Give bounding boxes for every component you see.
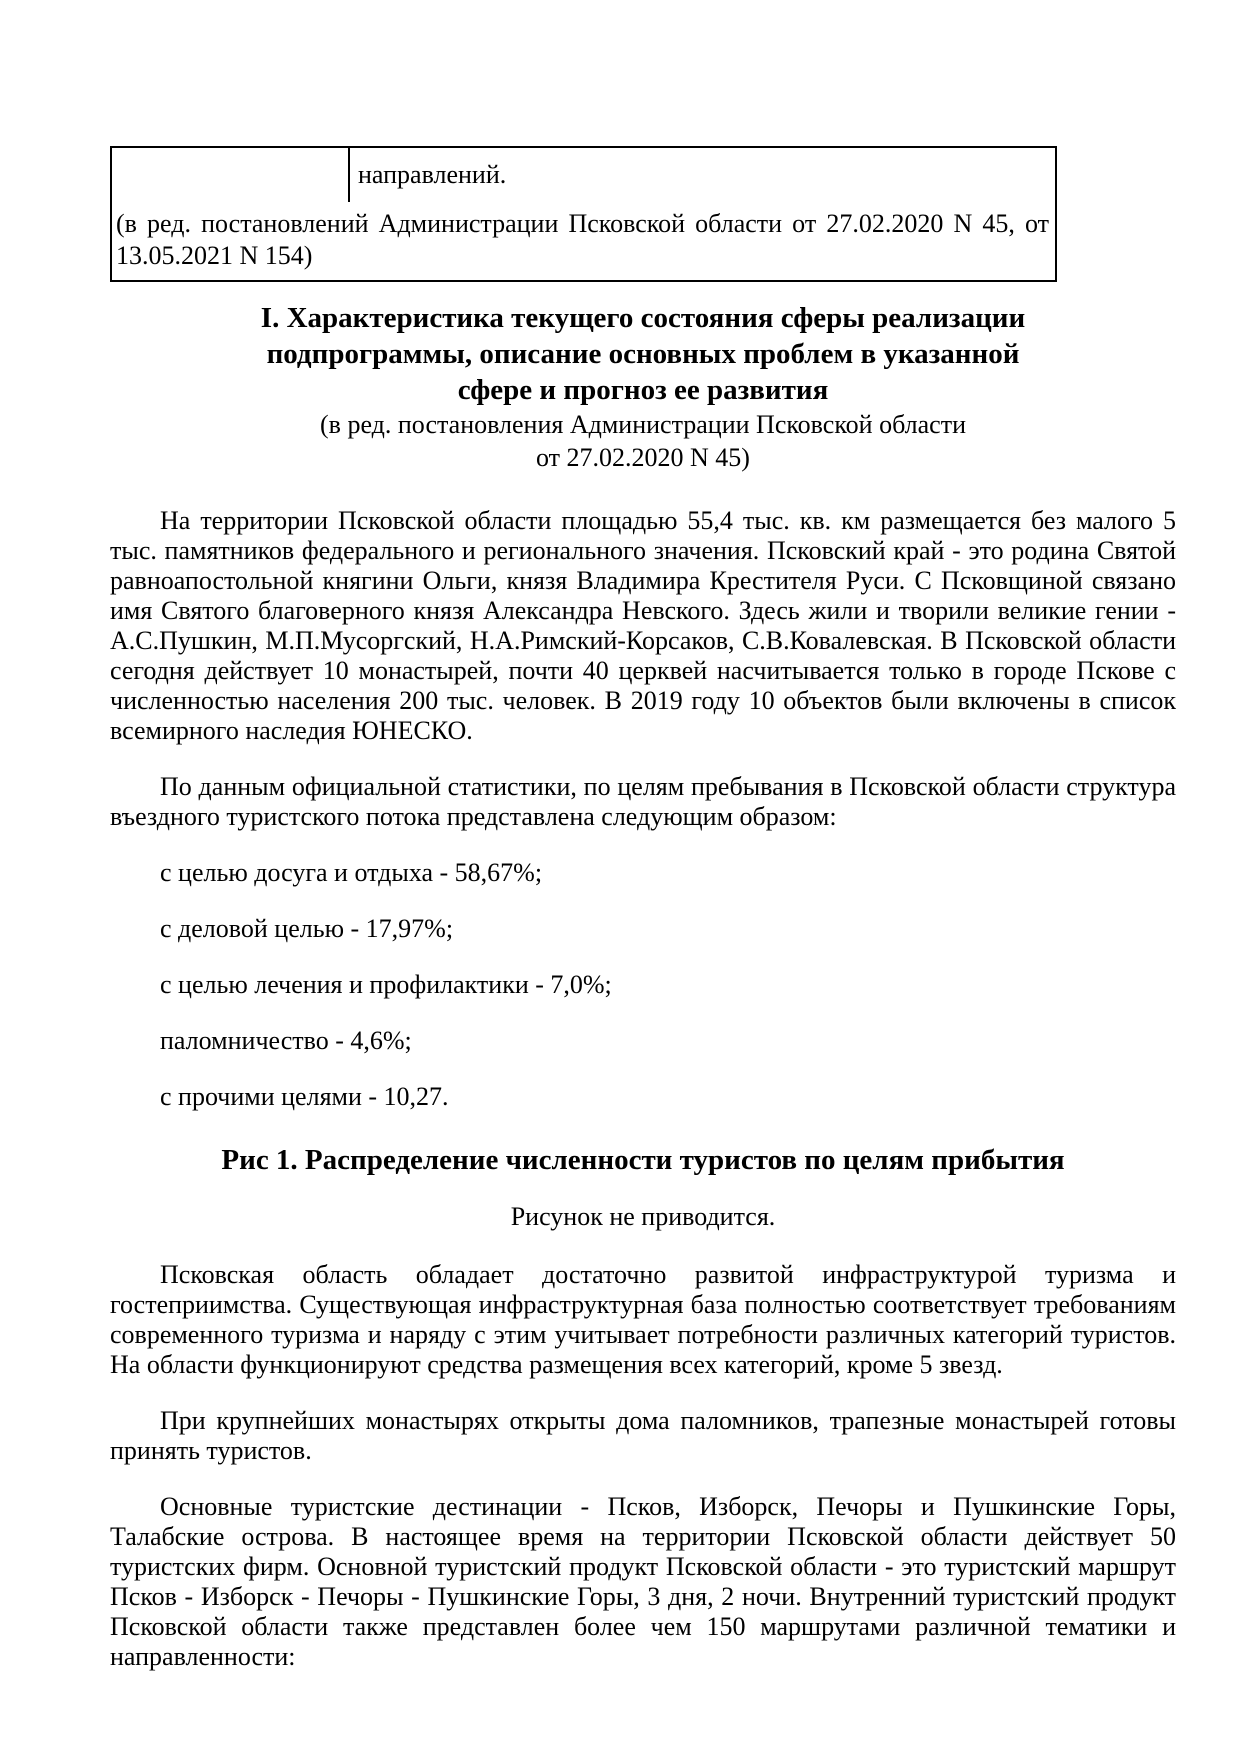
- section-amendment-line-1: (в ред. постановления Администрации Псковской области: [320, 410, 966, 439]
- section-heading: [110, 300, 1176, 408]
- section-heading-line-2: подпрограммы, описание основных проблем в указанной: [266, 338, 1020, 370]
- purpose-list-item-pilgrimage: паломничество - 4,6%;: [160, 1026, 412, 1055]
- purpose-list-item-leisure: с целью досуга и отдыха - 58,67%;: [160, 858, 543, 887]
- table-cell-text: направлений.: [358, 160, 507, 189]
- section-heading-line-3: сфере и прогноз ее развития: [457, 374, 829, 406]
- figure-note: Рисунок не приводится.: [510, 1202, 776, 1231]
- paragraph-monasteries: При крупнейших монастырях открыты дома паломников, трапезные монастырей готовы принять туристов.: [110, 1406, 1176, 1465]
- table-row: [112, 148, 1055, 202]
- section-heading-line-1: I. Характеристика текущего состояния сферы реализации: [260, 302, 1026, 334]
- purpose-list: [110, 858, 1176, 1112]
- section-amendment-line-2: от 27.02.2020 N 45): [536, 443, 750, 472]
- amendment-note-line-1: (в ред. постановлений Администрации Псковской области от 27.02.2020 N 45, от: [116, 209, 1049, 238]
- purpose-list-item-treatment: с целью лечения и профилактики - 7,0%;: [160, 970, 612, 999]
- amendment-note: [112, 202, 1055, 280]
- figure-caption: Рис 1. Распределение численности туристов по целям прибытия: [221, 1144, 1065, 1176]
- paragraph-infrastructure: Псковская область обладает достаточно развитой инфраструктурой туризма и гостеприимства. Существующая инфраструктурная база полностью соответствует требованиям современного туризма и наряду с этим учитывает потребности различных категорий туристов. На области функционируют средства размещения всех категорий, кроме 5 звезд.: [110, 1260, 1176, 1379]
- section-amendment: [110, 408, 1176, 474]
- paragraph-territory: На территории Псковской области площадью 55,4 тыс. кв. км размещается без малого 5 тыс. памятников федерального и регионального значения. Псковский край - это родина Святой равноапостольной княгини Ольги, князя Владимира Крестителя Руси. С Псковщиной связано имя Святого благоверного князя Александра Невского. Здесь жили и творили великие гении - А.С.Пушкин, М.П.Мусоргский, Н.А.Римский-Корсаков, С.В.Ковалевская. В Псковской области сегодня действует 10 монастырей, почти 40 церквей насчитывается только в городе Пскове с численностью населения 200 тыс. человек. В 2019 году 10 объектов были включены в список всемирного наследия ЮНЕСКО.: [110, 506, 1176, 745]
- amendment-note-line-2: 13.05.2021 N 154): [116, 241, 313, 270]
- table-cell-empty: [112, 148, 350, 202]
- purpose-list-item-business: с деловой целью - 17,97%;: [160, 914, 454, 943]
- paragraph-statistics: По данным официальной статистики, по целям пребывания в Псковской области структура въездного туристского потока представлена следующим образом:: [110, 772, 1176, 831]
- purpose-list-item-other: с прочими целями - 10,27.: [160, 1082, 449, 1111]
- paragraph-destinations: Основные туристские дестинации - Псков, Изборск, Печоры и Пушкинские Горы, Талабские острова. В настоящее время на территории Псковской области действует 50 туристских фирм. Основной туристский продукт Псковской области - это туристский маршрут Псков - Изборск - Печоры - Пушкинские Горы, 3 дня, 2 ночи. Внутренний туристский продукт Псковской области также представлен более чем 150 маршрутами различной тематики и направленности:: [110, 1492, 1176, 1671]
- table-fragment: [110, 146, 1057, 282]
